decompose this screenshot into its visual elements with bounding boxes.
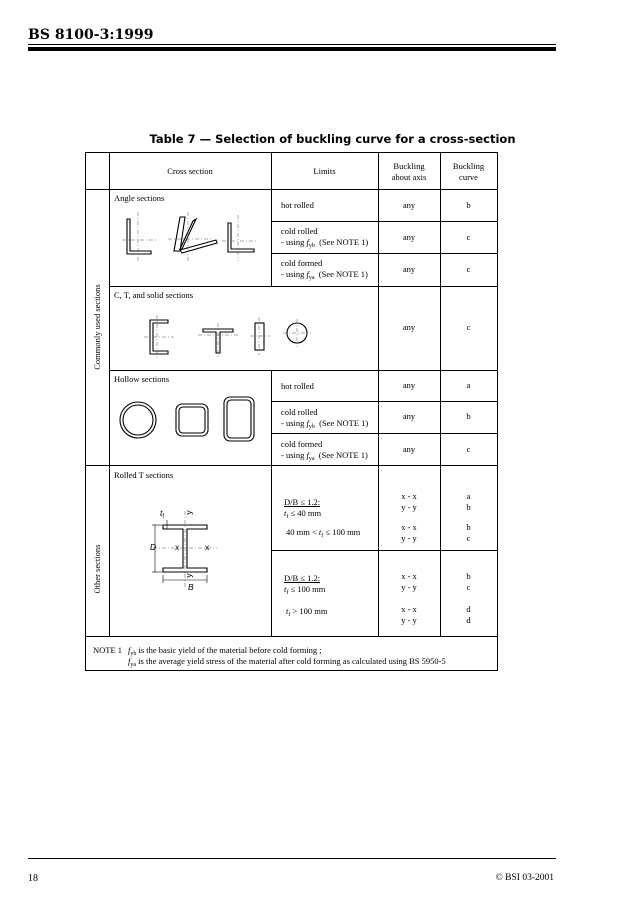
fig-label-x-left: x xyxy=(175,542,180,552)
rolled-t-g1-b-limit: 40 mm < $t_f \le 100$ mm xyxy=(286,527,361,539)
rolled-t-g2-condition: D/B ≤ 1.2: xyxy=(284,573,321,583)
note-line-1: $f_{yb}$ is the basic yield of the material before cold forming ; xyxy=(128,645,322,657)
curve-rule xyxy=(440,152,441,636)
angle-axis-3: any xyxy=(402,264,416,274)
angle-limit-cold-formed: cold formed - using $f_{ya}$ (See NOTE 1) xyxy=(281,258,368,281)
header-rule-thin xyxy=(28,44,556,45)
rolled-t-row-rule xyxy=(271,550,497,551)
cts-section-figures xyxy=(140,315,310,360)
angle-row-rule-1 xyxy=(271,221,497,222)
axis-rule xyxy=(378,152,379,636)
angle-curve-1: b xyxy=(466,200,471,210)
hollow-axis-3: any xyxy=(402,444,416,454)
hollow-axis-2: any xyxy=(402,411,416,421)
angle-section-figures xyxy=(118,209,258,269)
angle-limit-cold-rolled: cold rolled - using $f_{yb}$ (See NOTE 1) xyxy=(281,226,369,249)
group-other: Other sections xyxy=(92,544,102,594)
header-cross-section: Cross section xyxy=(167,166,213,176)
angle-section-rule xyxy=(109,286,497,287)
cts-curve: c xyxy=(466,322,471,332)
angle-row-rule-2 xyxy=(271,253,497,254)
header-axis: Buckling about axis xyxy=(391,161,427,182)
rolled-t-g2-a-axes: x - x y - y xyxy=(401,571,417,592)
fig-label-x-right: x xyxy=(205,542,210,552)
rolled-t-g1-condition: D/B ≤ 1.2: xyxy=(284,497,321,507)
note-rule xyxy=(85,636,498,637)
hollow-curve-2: b xyxy=(466,411,471,421)
rolled-t-figure xyxy=(145,505,255,605)
footer-rule xyxy=(28,858,556,859)
rolled-t-g1-b-curves: b c xyxy=(466,522,471,543)
page-number: 18 xyxy=(28,873,38,884)
cts-section-rule xyxy=(109,370,497,371)
hollow-section-figures xyxy=(118,395,268,445)
angle-limit-hot-rolled: hot rolled xyxy=(281,200,314,210)
table-top-border xyxy=(85,152,498,153)
rolled-t-g1-b-axes: x - x y - y xyxy=(401,522,417,543)
group-column-rule xyxy=(109,152,110,636)
rolled-t-g2-b-axes: x - x y - y xyxy=(401,604,417,625)
rolled-t-g2-b-limit: $t_f > 100$ mm xyxy=(286,606,328,618)
fig-label-y-bottom: y xyxy=(183,573,194,578)
rolled-t-g2-a-curves: b c xyxy=(466,571,471,592)
fig-label-y-top: y xyxy=(183,510,194,515)
angle-axis-2: any xyxy=(402,232,416,242)
note-label: NOTE 1 xyxy=(93,645,123,655)
header-limits: Limits xyxy=(313,166,336,176)
hollow-row-rule-1 xyxy=(271,401,497,402)
cts-sections-label: C, T, and solid sections xyxy=(114,290,194,300)
hollow-limit-cold-rolled: cold rolled - using $f_{yb}$ (See NOTE 1) xyxy=(281,407,369,430)
hollow-curve-1: a xyxy=(466,380,471,390)
hollow-sections-label: Hollow sections xyxy=(114,374,170,384)
angle-sections-label: Angle sections xyxy=(114,193,165,203)
table-bottom-border xyxy=(85,670,498,671)
angle-curve-2: c xyxy=(466,232,471,242)
table-left-border xyxy=(85,152,86,670)
group-rule xyxy=(85,465,498,466)
header-rule-thick xyxy=(28,47,556,51)
header-row-rule xyxy=(85,189,498,190)
fig-label-D: D xyxy=(150,542,157,552)
hollow-axis-1: any xyxy=(402,380,416,390)
hollow-row-rule-2 xyxy=(271,433,497,434)
angle-curve-3: c xyxy=(466,264,471,274)
note-line-2: $f_{ya}$ is the average yield stress of the material after cold forming as calculated using BS 5950-5 xyxy=(128,656,446,668)
rolled-t-g1-a-curves: a b xyxy=(466,491,471,512)
rolled-t-g2-b-curves: d d xyxy=(466,604,471,625)
rolled-t-sections-label: Rolled T sections xyxy=(114,470,174,480)
hollow-limit-cold-formed: cold formed - using $f_{ya}$ (See NOTE 1) xyxy=(281,439,368,462)
header-curve: Buckling curve xyxy=(452,161,485,182)
rolled-t-g1-a-limit: $t_f \le 40$ mm xyxy=(284,508,322,520)
cts-axis: any xyxy=(402,322,416,332)
rolled-t-g1-a-axes: x - x y - y xyxy=(401,491,417,512)
table-right-border xyxy=(497,152,498,670)
limits-rule-b xyxy=(271,370,272,636)
hollow-curve-3: c xyxy=(466,444,471,454)
fig-label-B: B xyxy=(188,582,194,592)
document-header: BS 8100-3:1999 xyxy=(28,27,154,43)
group-commonly-used: Commonly used sections xyxy=(92,284,102,370)
table-title: Table 7 — Selection of buckling curve for a cross-section xyxy=(149,132,516,146)
fig-label-tf: $t_f$ xyxy=(160,508,165,520)
copyright: © BSI 03-2001 xyxy=(495,873,554,883)
rolled-t-g2-a-limit: $t_f \le 100$ mm xyxy=(284,584,326,596)
angle-axis-1: any xyxy=(402,200,416,210)
hollow-limit-hot-rolled: hot rolled xyxy=(281,381,314,391)
